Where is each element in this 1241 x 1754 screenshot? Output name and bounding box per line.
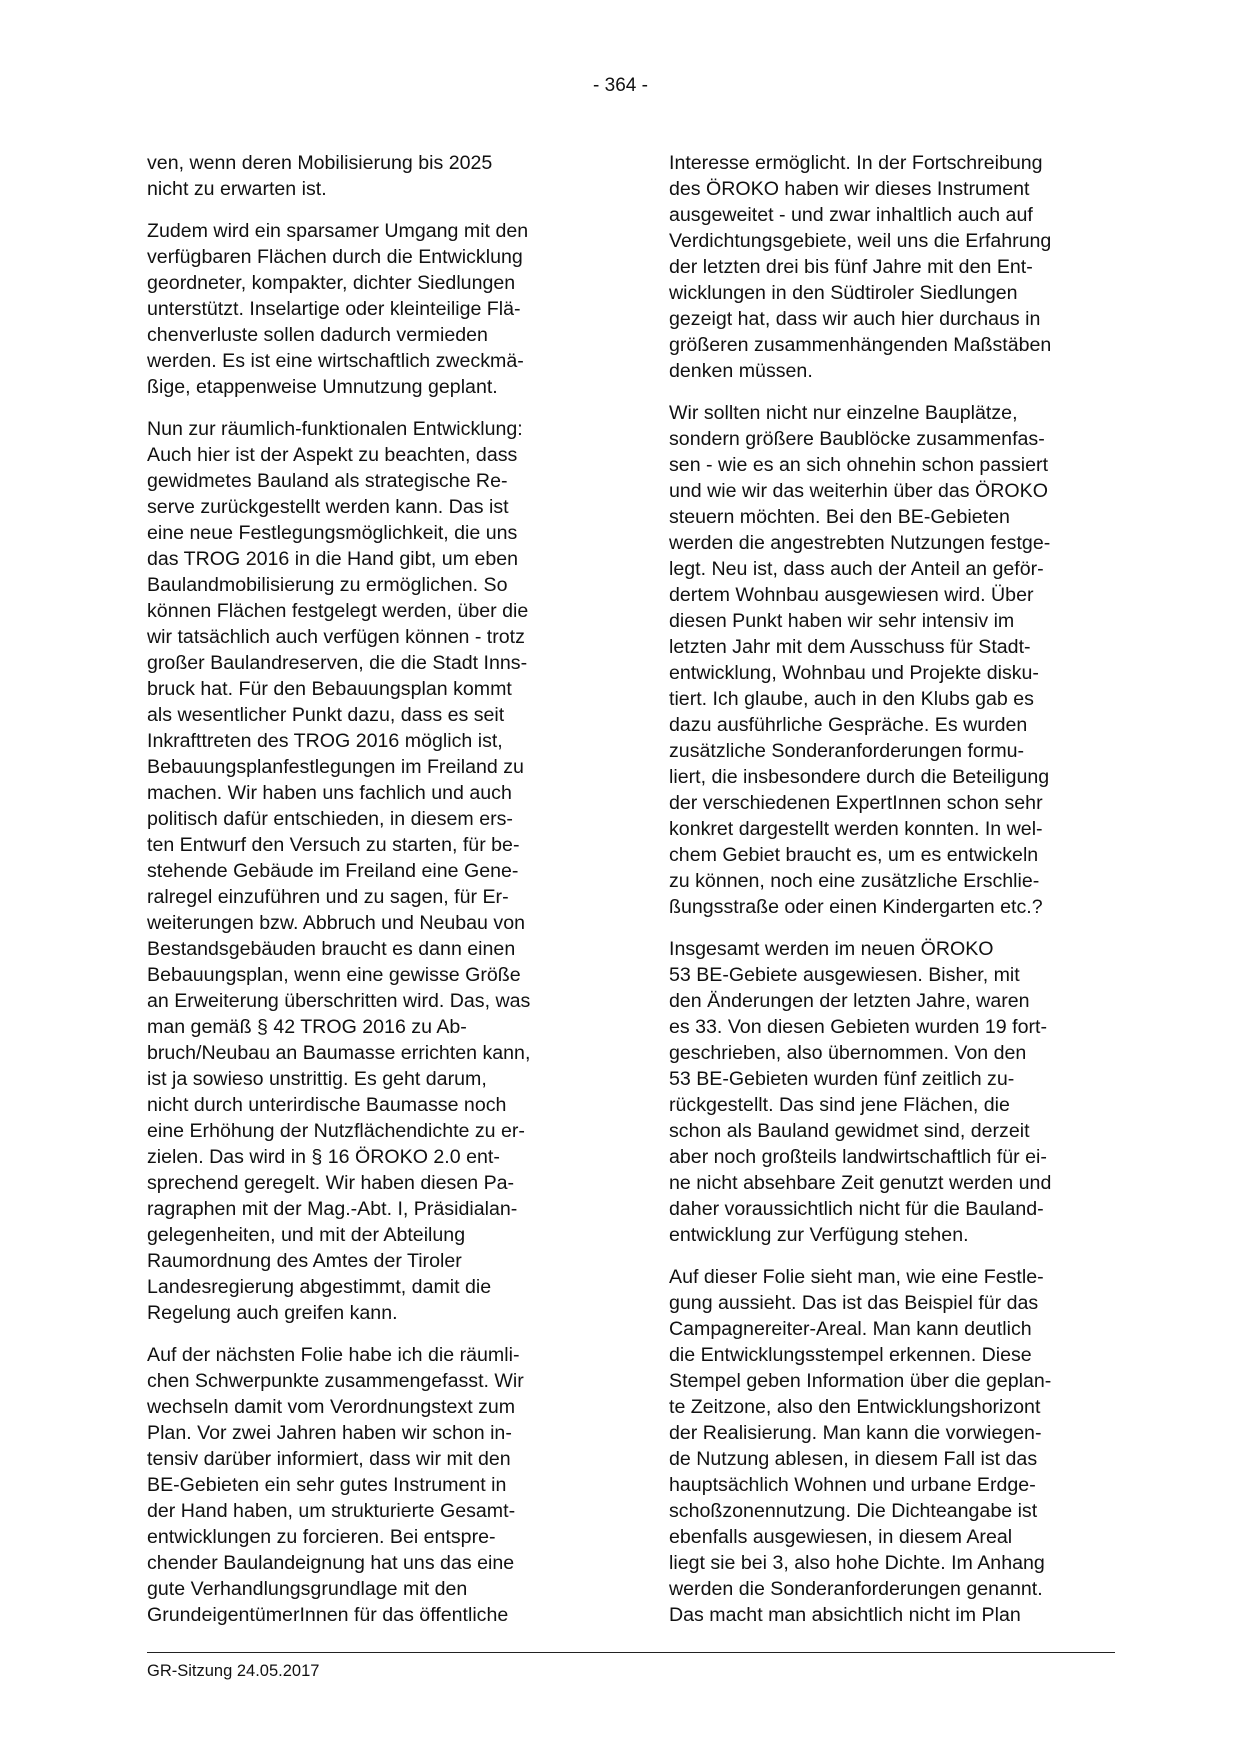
text-line: man gemäß § 42 TROG 2016 zu Ab- bbox=[147, 1016, 467, 1038]
text-line: chen Schwerpunkte zusammengefasst. Wir bbox=[147, 1370, 524, 1392]
text-line: entwicklungen zu forcieren. Bei entspre- bbox=[147, 1526, 496, 1548]
text-line: Stempel geben Information über die geplan- bbox=[669, 1370, 1052, 1392]
text-line: letzten Jahr mit dem Ausschuss für Stadt- bbox=[669, 636, 1031, 658]
text-line: entwicklung, Wohnbau und Projekte disku- bbox=[669, 662, 1039, 684]
text-line: es 33. Von diesen Gebieten wurden 19 fort- bbox=[669, 1016, 1047, 1038]
text-line: entwicklung zur Verfügung stehen. bbox=[669, 1224, 969, 1246]
text-line: ragraphen mit der Mag.-Abt. I, Präsidialan- bbox=[147, 1198, 518, 1220]
text-line: Verdichtungsgebiete, weil uns die Erfahrung bbox=[669, 230, 1052, 252]
text-line: werden die Sonderanforderungen genannt. bbox=[669, 1578, 1043, 1600]
text-line: 53 BE-Gebiete ausgewiesen. Bisher, mit bbox=[669, 964, 1020, 986]
text-line: an Erweiterung überschritten wird. Das, was bbox=[147, 990, 531, 1012]
text-line: und wie wir das weiterhin über das ÖROKO bbox=[669, 480, 1048, 502]
text-line: Campagnereiter-Areal. Man kann deutlich bbox=[669, 1318, 1032, 1340]
footer-session-date: GR-Sitzung 24.05.2017 bbox=[147, 1662, 320, 1680]
text-line: ralregel einzuführen und zu sagen, für Er- bbox=[147, 886, 509, 908]
text-line: aber noch großteils landwirtschaftlich für ei- bbox=[669, 1146, 1047, 1168]
text-line: rückgestellt. Das sind jene Flächen, die bbox=[669, 1094, 1010, 1116]
text-line: wechseln damit vom Verordnungstext zum bbox=[147, 1396, 516, 1418]
text-line: BE-Gebieten ein sehr gutes Instrument in bbox=[147, 1474, 507, 1496]
right-column bbox=[669, 150, 1114, 1644]
text-line: politisch dafür entschieden, in diesem ers- bbox=[147, 808, 513, 830]
text-line: ist ja sowieso unstrittig. Es geht darum, bbox=[147, 1068, 487, 1090]
text-line: Bestandsgebäuden braucht es dann einen bbox=[147, 938, 516, 960]
text-line: nicht zu erwarten ist. bbox=[147, 178, 327, 200]
text-line: serve zurückgestellt werden kann. Das ist bbox=[147, 496, 509, 518]
text-line: tiert. Ich glaube, auch in den Klubs gab es bbox=[669, 688, 1034, 710]
text-line: ebenfalls ausgewiesen, in diesem Areal bbox=[669, 1526, 1013, 1548]
text-line: gelegenheiten, und mit der Abteilung bbox=[147, 1224, 466, 1246]
text-line: unterstützt. Inselartige oder kleinteilige Flä- bbox=[147, 298, 521, 320]
text-line: sondern größere Baublöcke zusammenfas- bbox=[669, 428, 1045, 450]
text-line: schoßzonennutzung. Die Dichteangabe ist bbox=[669, 1500, 1038, 1522]
paragraph bbox=[669, 150, 1114, 384]
text-line: zu können, noch eine zusätzliche Erschlie- bbox=[669, 870, 1040, 892]
text-line: zusätzliche Sonderanforderungen formu- bbox=[669, 740, 1025, 762]
text-line: weiterungen bzw. Abbruch und Neubau von bbox=[147, 912, 525, 934]
text-line: Auf dieser Folie sieht man, wie eine Festle- bbox=[669, 1266, 1044, 1288]
text-line: konkret dargestellt werden konnten. In wel- bbox=[669, 818, 1043, 840]
text-line: hauptsächlich Wohnen und urbane Erdge- bbox=[669, 1474, 1036, 1496]
text-line: geordneter, kompakter, dichter Siedlungen bbox=[147, 272, 516, 294]
text-line: wir tatsächlich auch verfügen können - trotz bbox=[147, 626, 525, 648]
text-line: ne nicht absehbare Zeit genutzt werden und bbox=[669, 1172, 1052, 1194]
text-line: liegt sie bei 3, also hohe Dichte. Im Anhang bbox=[669, 1552, 1045, 1574]
text-line: bruck hat. Für den Bebauungsplan kommt bbox=[147, 678, 512, 700]
text-line: chenverluste sollen dadurch vermieden bbox=[147, 324, 488, 346]
text-line: Baulandmobilisierung zu ermöglichen. So bbox=[147, 574, 508, 596]
text-line: eine neue Festlegungsmöglichkeit, die uns bbox=[147, 522, 518, 544]
text-line: der Realisierung. Man kann die vorwiegen- bbox=[669, 1422, 1042, 1444]
text-line: Nun zur räumlich-funktionalen Entwicklung: bbox=[147, 418, 523, 440]
text-line: machen. Wir haben uns fachlich und auch bbox=[147, 782, 512, 804]
text-line: schon als Bauland gewidmet sind, derzeit bbox=[669, 1120, 1030, 1142]
text-line: daher voraussichtlich nicht für die Bauland- bbox=[669, 1198, 1044, 1220]
text-line: Plan. Vor zwei Jahren haben wir schon in- bbox=[147, 1422, 512, 1444]
text-line: Zudem wird ein sparsamer Umgang mit den bbox=[147, 220, 529, 242]
text-line: gute Verhandlungsgrundlage mit den bbox=[147, 1578, 468, 1600]
text-line: Auf der nächsten Folie habe ich die räumli- bbox=[147, 1344, 520, 1366]
text-line: ven, wenn deren Mobilisierung bis 2025 bbox=[147, 152, 493, 174]
text-line: das TROG 2016 in die Hand gibt, um eben bbox=[147, 548, 519, 570]
text-line: dertem Wohnbau ausgewiesen wird. Über bbox=[669, 584, 1034, 606]
text-line: nicht durch unterirdische Baumasse noch bbox=[147, 1094, 507, 1116]
paragraph bbox=[147, 218, 592, 400]
text-line: gewidmetes Bauland als strategische Re- bbox=[147, 470, 508, 492]
paragraph bbox=[147, 1342, 592, 1628]
text-line: die Entwicklungsstempel erkennen. Diese bbox=[669, 1344, 1032, 1366]
text-line: Insgesamt werden im neuen ÖROKO bbox=[669, 938, 994, 960]
text-line: eine Erhöhung der Nutzflächendichte zu er- bbox=[147, 1120, 525, 1142]
left-column bbox=[147, 150, 592, 1644]
text-line: werden. Es ist eine wirtschaftlich zweckmä- bbox=[147, 350, 524, 372]
paragraph bbox=[669, 936, 1114, 1248]
text-line: diesen Punkt haben wir sehr intensiv im bbox=[669, 610, 1015, 632]
text-line: legt. Neu ist, dass auch der Anteil an geför- bbox=[669, 558, 1044, 580]
text-line: großer Baulandreserven, die die Stadt Inns- bbox=[147, 652, 528, 674]
text-line: der letzten drei bis fünf Jahre mit den Ent- bbox=[669, 256, 1033, 278]
text-line: chender Baulandeignung hat uns das eine bbox=[147, 1552, 515, 1574]
text-line: Raumordnung des Amtes der Tiroler bbox=[147, 1250, 462, 1272]
text-line: Bebauungsplanfestlegungen im Freiland zu bbox=[147, 756, 524, 778]
text-line: dazu ausführliche Gespräche. Es wurden bbox=[669, 714, 1028, 736]
text-line: tensiv darüber informiert, dass wir mit den bbox=[147, 1448, 511, 1470]
text-line: werden die angestrebten Nutzungen festge- bbox=[669, 532, 1051, 554]
text-line: GrundeigentümerInnen für das öffentliche bbox=[147, 1604, 509, 1626]
text-line: verfügbaren Flächen durch die Entwicklung bbox=[147, 246, 523, 268]
paragraph bbox=[669, 1264, 1114, 1628]
text-line: bruch/Neubau an Baumasse errichten kann, bbox=[147, 1042, 531, 1064]
text-line: zielen. Das wird in § 16 ÖROKO 2.0 ent- bbox=[147, 1146, 500, 1168]
text-line: denken müssen. bbox=[669, 360, 813, 382]
text-line: können Flächen festgelegt werden, über die bbox=[147, 600, 529, 622]
paragraph bbox=[147, 416, 592, 1326]
text-line: de Nutzung ablesen, in diesem Fall ist das bbox=[669, 1448, 1038, 1470]
text-line: als wesentlicher Punkt dazu, dass es seit bbox=[147, 704, 505, 726]
text-line: den Änderungen der letzten Jahre, waren bbox=[669, 990, 1030, 1012]
text-line: wicklungen in den Südtiroler Siedlungen bbox=[669, 282, 1018, 304]
text-line: ausgeweitet - und zwar inhaltlich auch auf bbox=[669, 204, 1033, 226]
text-line: liert, die insbesondere durch die Beteiligung bbox=[669, 766, 1050, 788]
text-line: der verschiedenen ExpertInnen schon sehr bbox=[669, 792, 1043, 814]
text-line: Interesse ermöglicht. In der Fortschreibung bbox=[669, 152, 1043, 174]
text-line: Regelung auch greifen kann. bbox=[147, 1302, 398, 1324]
text-line: ßungsstraße oder einen Kindergarten etc.? bbox=[669, 896, 1043, 918]
text-line: 53 BE-Gebieten wurden fünf zeitlich zu- bbox=[669, 1068, 1015, 1090]
text-line: größeren zusammenhängenden Maßstäben bbox=[669, 334, 1052, 356]
text-line: sprechend geregelt. Wir haben diesen Pa- bbox=[147, 1172, 515, 1194]
text-line: geschrieben, also übernommen. Von den bbox=[669, 1042, 1027, 1064]
text-line: gezeigt hat, dass wir auch hier durchaus in bbox=[669, 308, 1041, 330]
text-line: Bebauungsplan, wenn eine gewisse Größe bbox=[147, 964, 521, 986]
text-line: stehende Gebäude im Freiland eine Gene- bbox=[147, 860, 519, 882]
text-line: ßige, etappenweise Umnutzung geplant. bbox=[147, 376, 498, 398]
text-line: der Hand haben, um strukturierte Gesamt- bbox=[147, 1500, 516, 1522]
text-line: chem Gebiet braucht es, um es entwickeln bbox=[669, 844, 1039, 866]
text-line: gung aussieht. Das ist das Beispiel für das bbox=[669, 1292, 1039, 1314]
paragraph bbox=[669, 400, 1114, 920]
text-line: Wir sollten nicht nur einzelne Bauplätze, bbox=[669, 402, 1018, 424]
paragraph bbox=[147, 150, 592, 202]
text-line: ten Entwurf den Versuch zu starten, für be- bbox=[147, 834, 520, 856]
text-line: Auch hier ist der Aspekt zu beachten, dass bbox=[147, 444, 518, 466]
text-line: Das macht man absichtlich nicht im Plan bbox=[669, 1604, 1021, 1626]
text-line: steuern möchten. Bei den BE-Gebieten bbox=[669, 506, 1010, 528]
page-number: - 364 - bbox=[593, 75, 648, 96]
text-line: te Zeitzone, also den Entwicklungshorizont bbox=[669, 1396, 1041, 1418]
text-line: sen - wie es an sich ohnehin schon passiert bbox=[669, 454, 1049, 476]
text-line: Inkrafttreten des TROG 2016 möglich ist, bbox=[147, 730, 503, 752]
text-line: des ÖROKO haben wir dieses Instrument bbox=[669, 178, 1030, 200]
text-line: Landesregierung abgestimmt, damit die bbox=[147, 1276, 492, 1298]
footer-divider bbox=[147, 1652, 1115, 1653]
